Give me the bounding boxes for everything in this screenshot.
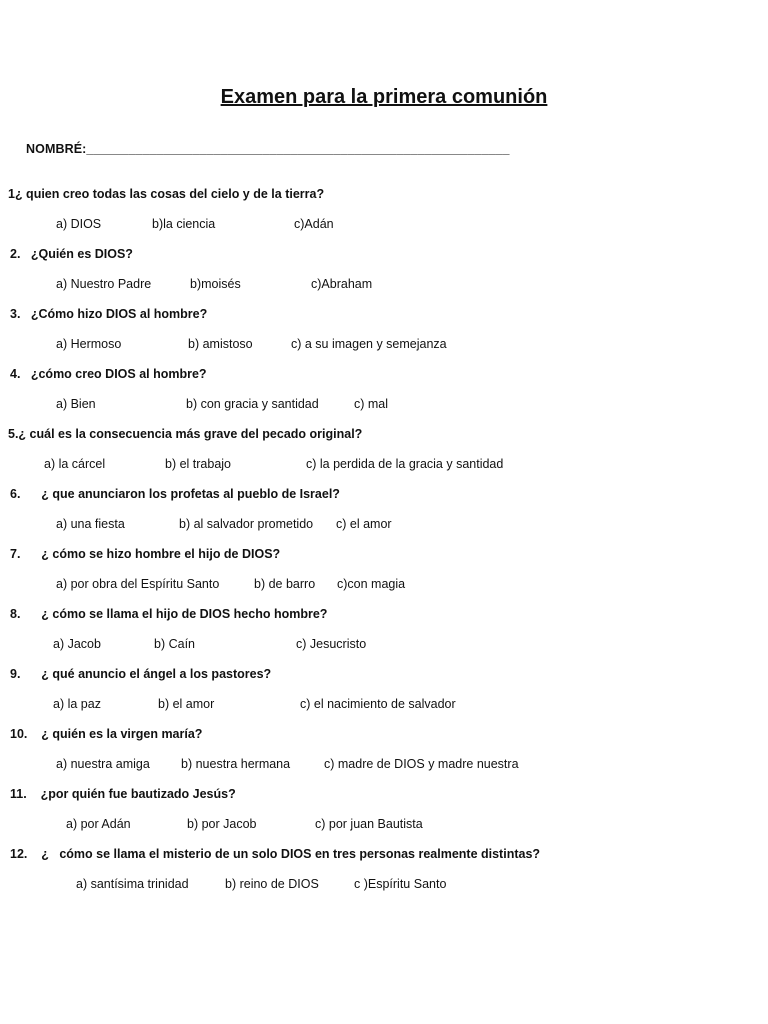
option-a: a) nuestra amiga [56, 757, 150, 771]
question-2: 2. ¿Quién es DIOS? [10, 247, 133, 261]
option-b: b)moisés [190, 277, 241, 291]
option-a: a) por obra del Espíritu Santo [56, 577, 220, 591]
option-a: a) Nuestro Padre [56, 277, 152, 291]
question-6: 6. ¿ que anunciaron los profetas al pueblo de Israel? [10, 487, 340, 501]
option-b: b) el trabajo [165, 457, 232, 471]
option-a: a) una fiesta [56, 517, 125, 531]
option-b: b) amistoso [188, 337, 253, 351]
option-c: c)Abraham [311, 277, 373, 291]
option-c: c )Espíritu Santo [354, 877, 447, 891]
option-a: a) DIOS [56, 217, 102, 231]
option-a: a) Bien [56, 397, 96, 411]
option-b: b) el amor [158, 697, 215, 711]
option-c: c)Adán [294, 217, 334, 231]
option-a: a) santísima trinidad [76, 877, 189, 891]
option-b: b) nuestra hermana [181, 757, 291, 771]
question-8: 8. ¿ cómo se llama el hijo de DIOS hecho hombre? [10, 607, 328, 621]
question-7: 7. ¿ cómo se hizo hombre el hijo de DIOS? [10, 547, 281, 561]
option-a: a) Jacob [53, 637, 101, 651]
option-a: a) Hermoso [56, 337, 122, 351]
option-a: a) la cárcel [44, 457, 106, 471]
question-12: 12. ¿ cómo se llama el misterio de un solo DIOS en tres personas realmente distintas? [10, 847, 541, 861]
option-c: c) mal [354, 397, 389, 411]
option-b: b) reino de DIOS [225, 877, 319, 891]
option-c: c) Jesucristo [296, 637, 367, 651]
page-title: Examen para la primera comunión [220, 86, 548, 108]
option-b: b) por Jacob [187, 817, 257, 831]
option-b: b) Caín [154, 637, 195, 651]
option-b: b) de barro [254, 577, 316, 591]
option-c: c) el nacimiento de salvador [300, 697, 456, 711]
option-b: b) al salvador prometido [179, 517, 314, 531]
option-c: c)con magia [337, 577, 406, 591]
question-11: 11. ¿por quién fue bautizado Jesús? [10, 787, 236, 801]
option-a: a) la paz [53, 697, 101, 711]
option-c: c) el amor [336, 517, 392, 531]
question-3: 3. ¿Cómo hizo DIOS al hombre? [10, 307, 208, 321]
option-c: c) a su imagen y semejanza [291, 337, 447, 351]
question-10: 10. ¿ quién es la virgen maría? [10, 727, 203, 741]
question-1: 1¿ quien creo todas las cosas del cielo y de la tierra? [8, 187, 325, 201]
option-c: c) la perdida de la gracia y santidad [306, 457, 504, 471]
option-b: b) con gracia y santidad [186, 397, 319, 411]
question-5: 5.¿ cuál es la consecuencia más grave del pecado original? [8, 427, 363, 441]
question-4: 4. ¿cómo creo DIOS al hombre? [10, 367, 207, 381]
question-9: 9. ¿ qué anuncio el ángel a los pastores? [10, 667, 272, 681]
name-field-label: NOMBRÉ:____________________________________________________________ [26, 142, 510, 156]
option-a: a) por Adán [66, 817, 131, 831]
option-b: b)la ciencia [152, 217, 216, 231]
option-c: c) por juan Bautista [315, 817, 423, 831]
option-c: c) madre de DIOS y madre nuestra [324, 757, 519, 771]
